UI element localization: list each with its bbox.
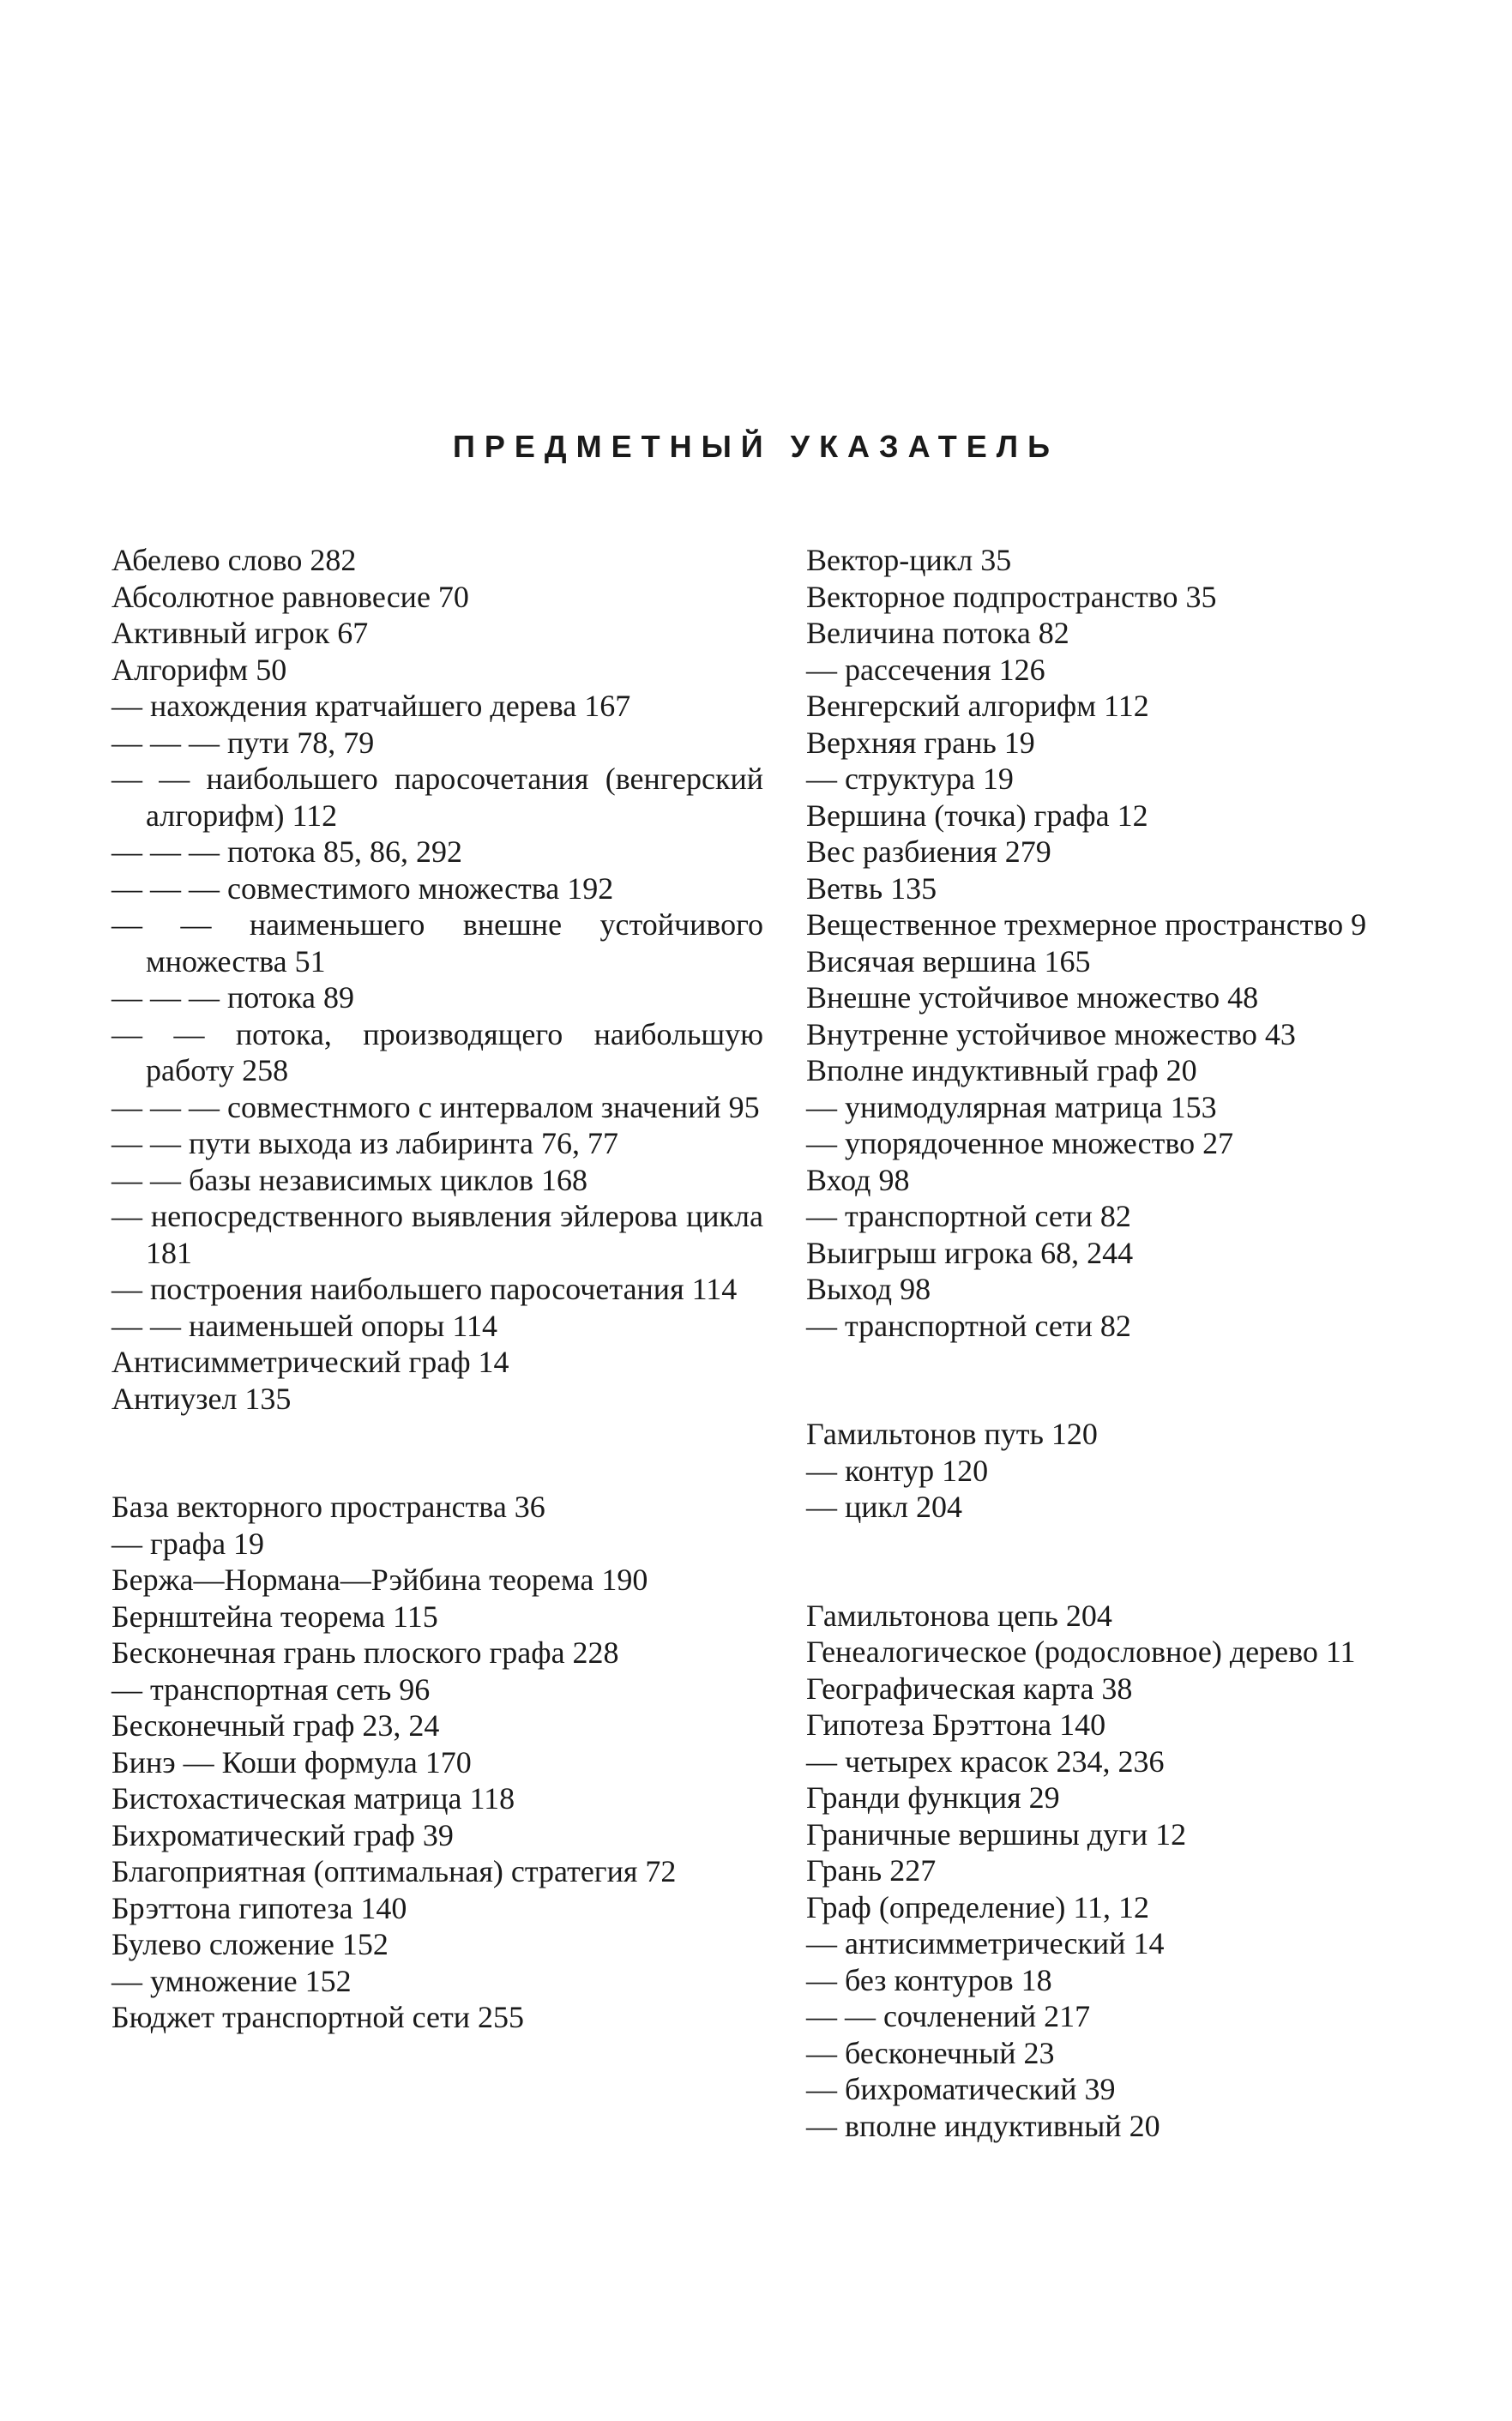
index-entry: Гипотеза Брэттона 140 xyxy=(806,1707,1106,1742)
index-entry: Гамильтонова цепь 204 xyxy=(806,1598,1112,1633)
index-entry: Бернштейна теорема 115 xyxy=(111,1599,438,1634)
index-entry: База векторного пространства 36 xyxy=(111,1490,545,1524)
index-entry: — — базы независимых циклов 168 xyxy=(111,1162,588,1197)
index-entry: Вещественное трехмерное пространство 9 xyxy=(806,907,1367,942)
index-letter-group xyxy=(806,542,1467,1344)
index-entry: Бесконечная грань плоского графа 228 xyxy=(111,1635,619,1670)
index-entry: Граничные вершины дуги 12 xyxy=(806,1816,1187,1852)
index-entry: Генеалогическое (родословное) дерево 11 xyxy=(806,1635,1356,1669)
index-entry: — транспортной сети 82 xyxy=(806,1308,1131,1343)
index-entry: Венгерский алгорифм 112 xyxy=(806,689,1149,723)
index-entry: — — наибольшего паросочетания (венгерский алгорифм) 112 xyxy=(111,762,763,833)
index-entry: Ветвь 135 xyxy=(806,870,937,906)
index-entry: — — пути выхода из лабиринта 76, 77 xyxy=(111,1126,619,1160)
index-entry: — контур 120 xyxy=(806,1453,989,1488)
index-entry: Вектор-цикл 35 xyxy=(806,543,1012,577)
index-entry: — — — потока 89 xyxy=(111,980,354,1015)
index-entry: Абелево слово 282 xyxy=(111,543,357,577)
index-entry: Булево сложение 152 xyxy=(111,1927,389,1961)
index-entry: — — сочленений 217 xyxy=(806,1999,1091,2033)
index-entry: Алгорифм 50 xyxy=(111,652,287,687)
index-entry: Антисимметрический граф 14 xyxy=(111,1345,509,1379)
index-entry: Вполне индуктивный граф 20 xyxy=(806,1053,1197,1087)
index-entry: — непосредственного выявления эйлерова цикла 181 xyxy=(111,1199,763,1270)
index-entry: — цикл 204 xyxy=(806,1490,962,1524)
index-entry: Бержа—Нормана—Рэйбина теорема 190 xyxy=(111,1563,648,1597)
index-entry: Внутренне устойчивое множество 43 xyxy=(806,1016,1296,1051)
index-letter-group xyxy=(806,1416,1467,1526)
index-entry: — бихроматический 39 xyxy=(806,2072,1116,2106)
index-entry: — — — совместимого множества 192 xyxy=(111,870,614,906)
index-entry: Внешне устойчивое множество 48 xyxy=(806,980,1259,1015)
index-column-left xyxy=(111,542,763,2036)
index-letter-group xyxy=(806,1598,1467,2145)
index-entry: — транспортной сети 82 xyxy=(806,1199,1131,1233)
index-entry: — — потока, производящего наибольшую работу 258 xyxy=(111,1016,763,1087)
index-entry: — нахождения кратчайшего дерева 167 xyxy=(111,689,631,723)
index-entry: Географическая карта 38 xyxy=(806,1671,1133,1706)
index-entry: — транспортная сеть 96 xyxy=(111,1671,431,1707)
index-entry: Бюджет транспортной сети 255 xyxy=(111,2000,525,2034)
index-entry: Бистохастическая матрица 118 xyxy=(111,1781,515,1816)
index-entry: — четырех красок 234, 236 xyxy=(806,1743,1165,1779)
index-entry: Благоприятная (оптимальная) стратегия 72 xyxy=(111,1854,677,1888)
page-title: ПРЕДМЕТНЫЙ УКАЗАТЕЛЬ xyxy=(453,429,1059,464)
index-entry: Бесконечный граф 23, 24 xyxy=(111,1708,440,1743)
index-entry: Брэттона гипотеза 140 xyxy=(111,1890,407,1925)
index-letter-group xyxy=(111,542,763,1417)
index-entry: Вершина (точка) графа 12 xyxy=(806,798,1148,833)
index-entry: Граф (определение) 11, 12 xyxy=(806,1889,1150,1924)
index-letter-group xyxy=(111,1489,763,2036)
index-entry: Висячая вершина 165 xyxy=(806,943,1091,979)
index-entry: Вход 98 xyxy=(806,1162,910,1197)
index-entry: — бесконечный 23 xyxy=(806,2035,1055,2070)
index-entry: Верхняя грань 19 xyxy=(806,725,1035,760)
index-entry: — вполне индуктивный 20 xyxy=(806,2108,1160,2143)
index-entry: Активный игрок 67 xyxy=(111,616,369,650)
index-entry: Величина потока 82 xyxy=(806,616,1069,650)
index-entry: Абсолютное равновесие 70 xyxy=(111,579,469,614)
index-entry: — построения наибольшего паросочетания 114 xyxy=(111,1272,738,1306)
index-entry: — упорядоченное множество 27 xyxy=(806,1126,1234,1160)
index-entry: Бихроматический граф 39 xyxy=(111,1817,454,1852)
index-entry: — графа 19 xyxy=(111,1526,265,1561)
index-entry: Выигрыш игрока 68, 244 xyxy=(806,1235,1134,1270)
index-entry: — — — пути 78, 79 xyxy=(111,725,375,760)
index-entry: — — наименьшего внешне устойчивого множества 51 xyxy=(111,907,763,979)
index-entry: Выход 98 xyxy=(806,1272,931,1306)
index-entry: — — — потока 85, 86, 292 xyxy=(111,834,462,869)
index-entry: — умножение 152 xyxy=(111,1963,352,1998)
index-entry: Вес разбиения 279 xyxy=(806,834,1051,869)
index-entry: — рассечения 126 xyxy=(806,652,1045,687)
index-entry: Грань 227 xyxy=(806,1853,937,1888)
index-entry: — — наименьшей опоры 114 xyxy=(111,1308,498,1343)
index-column-right xyxy=(806,542,1467,2144)
index-entry: — структура 19 xyxy=(806,762,1014,796)
index-entry: — — — совместнмого с интервалом значений 95 xyxy=(111,1089,760,1124)
index-entry: Бинэ — Коши формула 170 xyxy=(111,1744,472,1780)
index-entry: Антиузел 135 xyxy=(111,1381,292,1416)
index-entry: Гамильтонов путь 120 xyxy=(806,1417,1098,1451)
index-entry: Векторное подпространство 35 xyxy=(806,579,1217,614)
index-entry: — унимодулярная матрица 153 xyxy=(806,1089,1217,1124)
index-entry: — без контуров 18 xyxy=(806,1962,1052,1997)
index-entry: Гранди функция 29 xyxy=(806,1780,1060,1815)
index-entry: — антисимметрический 14 xyxy=(806,1926,1165,1960)
